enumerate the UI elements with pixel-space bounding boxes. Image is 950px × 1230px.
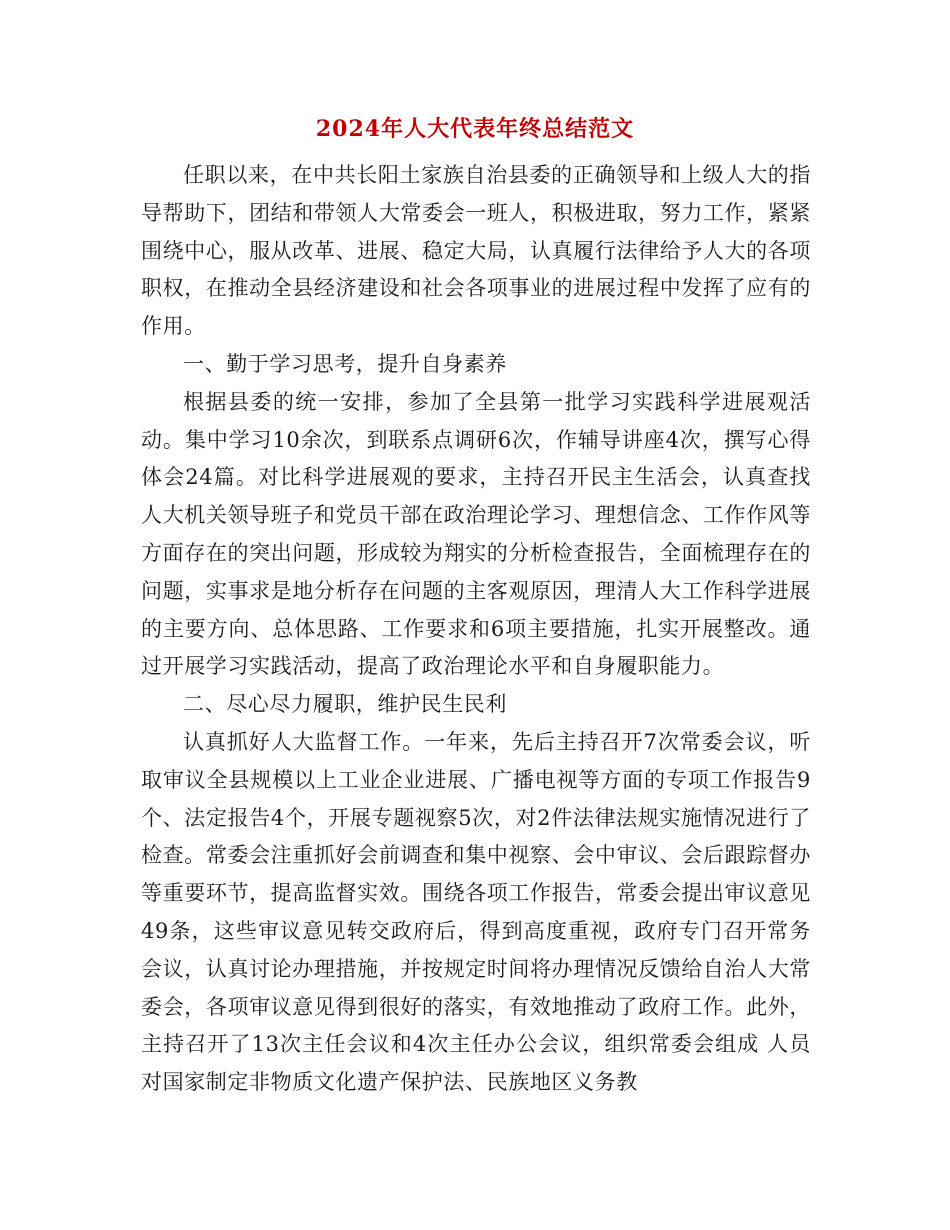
section-heading-1: 一、勤于学习思考，提升自身素养: [183, 351, 507, 376]
document-body: [141, 157, 811, 1102]
document-title: 2024年人大代表年终总结范文: [315, 116, 635, 142]
section-2-paragraph: 认真抓好人大监督工作。一年来，先后主持召开7次常委会议，听取审议全县规模以上工业企业进展、广播电视等方面的专项工作报告9个、法定报告4个，开展专题视察5次，对2件法律法规实施情况进行了检查。常委会注重抓好会前调查和集中视察、会中审议、会后跟踪督办等重要环节，提高监督实效。围绕各项工作报告，常委会提出审议意见49条，这些审议意见转交政府后，得到高度重视，政府专门召开常务会议，认真讨论办理措施，并按规定时间将办理情况反馈给自治人大常委会，各项审议意见得到很好的落实，有效地推动了政府工作。此外，主持召开了13次主任会议和4次主任办公会议，组织常委会组成 人员对国家制定非物质文化遗产保护法、民族地区义务教: [141, 729, 811, 1095]
section-heading-2: 二、尽心尽力履职，维护民生民利: [183, 692, 507, 717]
section-1-paragraph: 根据县委的统一安排，参加了全县第一批学习实践科学进展观活动。集中学习10余次，到联系点调研6次，作辅导讲座4次，撰写心得体会24篇。对比科学进展观的要求，主持召开民主生活会，认真查找人大机关领导班子和党员干部在政治理论学习、理想信念、工作作风等方面存在的突出问题，形成较为翔实的分析检查报告，全面梳理存在的问题，实事求是地分析存在问题的主客观原因，理清人大工作科学进展的主要方向、总体思路、工作要求和6项主要措施，扎实开展整改。通过开展学习实践活动，提高了政治理论水平和自身履职能力。: [141, 389, 811, 679]
intro-paragraph: 任职以来，在中共长阳土家族自治县委的正确领导和上级人大的指导帮助下，团结和带领人大常委会一班人，积极进取，努力工作，紧紧围绕中心，服从改革、进展、稳定大局，认真履行法律给予人大的各项职权，在推动全县经济建设和社会各项事业的进展过程中发挥了应有的作用。: [141, 163, 811, 339]
